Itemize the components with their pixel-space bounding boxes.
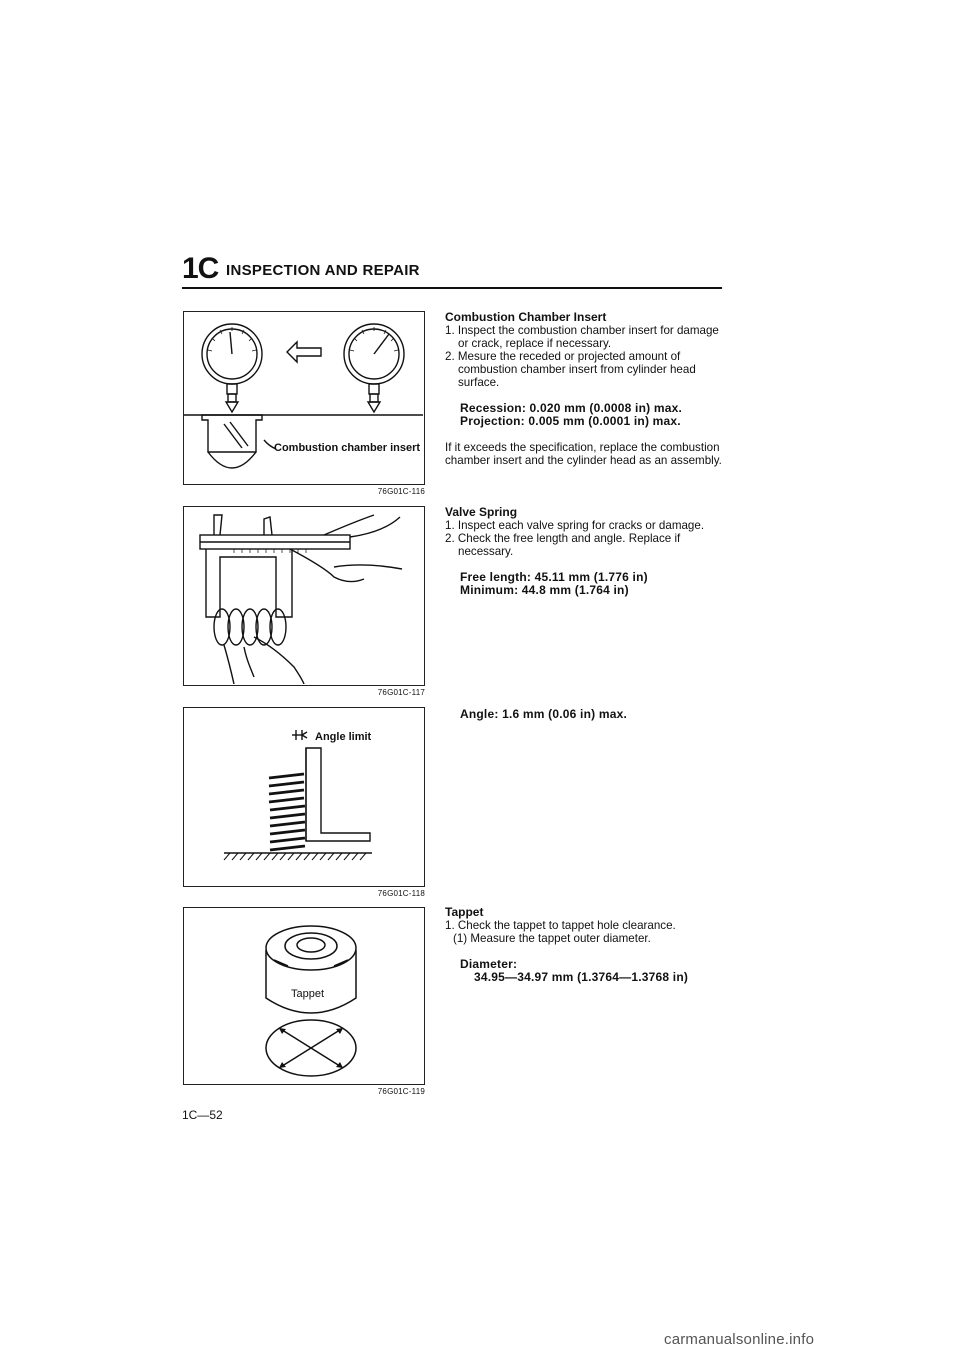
combustion-heading: Combustion Chamber Insert bbox=[445, 310, 607, 324]
recession-spec: Recession: 0.020 mm (0.0008 in) max. bbox=[460, 401, 682, 415]
diameter-value: 34.95—34.97 mm (1.3764—1.3768 in) bbox=[474, 970, 689, 984]
free-length-spec: Free length: 45.11 mm (1.776 in) bbox=[460, 570, 648, 584]
figure-spring-angle bbox=[183, 707, 425, 887]
insert-label: Combustion chamber insert bbox=[274, 442, 421, 454]
valve-spring-step-1: 1. Inspect each valve spring for cracks or damage. bbox=[445, 519, 705, 532]
projection-spec: Projection: 0.005 mm (0.0001 in) max. bbox=[460, 414, 681, 428]
figure-code: 76G01C-118 bbox=[377, 889, 425, 898]
combustion-note: If it exceeds the specification, replace the combustion chamber insert and the cylinder head as an assembly. bbox=[445, 441, 722, 467]
angle-spec: Angle: 1.6 mm (0.06 in) max. bbox=[460, 707, 627, 721]
angle-limit-label: Angle limit bbox=[315, 731, 372, 743]
angle-text bbox=[445, 708, 727, 721]
figure-code: 76G01C-116 bbox=[377, 487, 425, 496]
diameter-label: Diameter: bbox=[460, 957, 518, 971]
tappet-label: Tappet bbox=[291, 988, 325, 1000]
caliper-illustration bbox=[184, 507, 423, 684]
combustion-step-2: 2. Mesure the receded or projected amount of combustion chamber insert from cylinder head surface. bbox=[445, 350, 696, 389]
figure-spring-free-length bbox=[183, 506, 425, 686]
page-title: INSPECTION AND REPAIR bbox=[226, 262, 420, 279]
tappet-substep-1: (1) Measure the tappet outer diameter. bbox=[453, 932, 651, 945]
tappet-section bbox=[445, 906, 727, 984]
combustion-step-1: 1. Inspect the combustion chamber insert for damage or crack, replace if necessary. bbox=[445, 324, 719, 350]
tappet-step-1: 1. Check the tappet to tappet hole clearance. bbox=[445, 919, 676, 932]
figure-combustion-insert bbox=[183, 311, 425, 485]
valve-spring-section bbox=[445, 506, 727, 597]
tappet-heading: Tappet bbox=[445, 905, 484, 919]
watermark: carmanualsonline.info bbox=[664, 1331, 815, 1348]
valve-spring-heading: Valve Spring bbox=[445, 505, 518, 519]
header-rule bbox=[182, 287, 722, 289]
section-number: 1C bbox=[182, 252, 219, 285]
figure-code: 76G01C-119 bbox=[377, 1087, 425, 1096]
figure-code: 76G01C-117 bbox=[377, 688, 425, 697]
minimum-spec: Minimum: 44.8 mm (1.764 in) bbox=[460, 583, 629, 597]
figure-tappet bbox=[183, 907, 425, 1085]
page-number: 1C—52 bbox=[182, 1108, 223, 1122]
combustion-section bbox=[445, 311, 727, 467]
dial-gauge-illustration bbox=[184, 312, 423, 483]
valve-spring-step-2: 2. Check the free length and angle. Replace if necessary. bbox=[445, 532, 681, 558]
square-and-spring-illustration bbox=[184, 708, 423, 885]
